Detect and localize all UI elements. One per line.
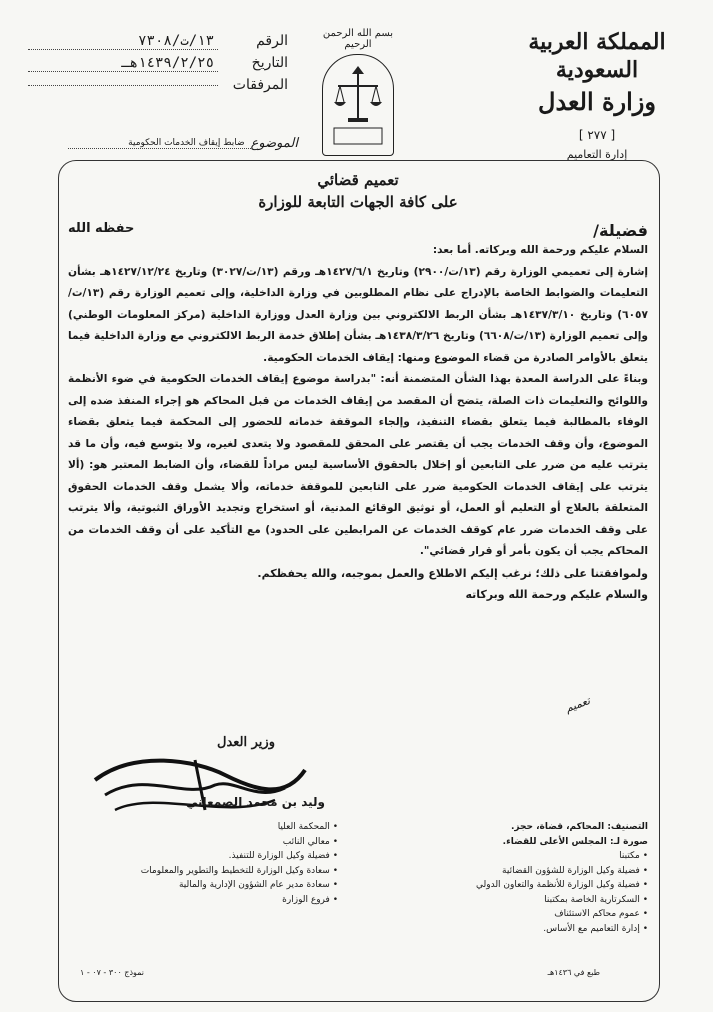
greeting: السلام عليكم ورحمة الله وبركاته. أما بعد:	[432, 244, 648, 256]
salutation-row	[68, 221, 648, 240]
signer-title: وزير العدل	[217, 735, 275, 750]
reference-number-row	[28, 30, 288, 52]
margin-note: تعميم	[563, 694, 592, 715]
scales-of-justice-icon	[322, 54, 394, 156]
body-paragraph-2: وبناءً على الدراسة المعدة بهذا الشأن المتضمنة أنه: "بدراسة موضوع إيقاف الخدمات الحكومية في ضوء الأنظمة واللوائح والتعليمات ذات الصلة، يتضح أن المقصد من إيقاف الخدمات من قبل المحاكم هو إجراء المنفذ ضده إلى الوفاء بالمطالبة فيما يتعلق بقضاء التنفيذ، وإلجاء الموقفة خدماته للحضور إلى المحكمة فيما يتعلق بقضاء الموضوع، وأن وقف الخدمات يجب أن يقتصر على المحقق للمقصود ولا يتعدى لغيره، ولا يتوسع فيه، وأن ما قد يترتب عليه من ضرر على التابعين أو إخلال بالحقوق الأساسية ليس مراداً للقضاء، وأن الضابط المعتبر هو: (ألا يترتب على إيقاف الخدمات الحكومية ضرر على التابعين للموقفة خدماته، وألا يشمل وقف الخدمات الحقوق المتعلقة بالعلاج أو التعليم أو العمل، أو توثيق الوقائع المدنية، أو استخراج وتجديد الأوراق الثبوتية، وألا يترتب على وقف الخدمات ضرر عام كوقف الخدمات عن المرابطين على الحدود) مع التأكيد على أن وقف الخدمات من المحاكم يجب أن يكون بأمر أو قرار قضائي".	[68, 373, 648, 557]
reference-block	[28, 30, 288, 96]
number-label: الرقم	[256, 33, 288, 49]
list-item: • فروع الوزارة	[68, 893, 338, 908]
copy-to: صورة لـ: المجلس الأعلى للقضاء.	[502, 836, 648, 847]
date-label: التاريخ	[251, 55, 288, 71]
distribution-list	[68, 820, 648, 936]
list-item: • فضيلة وكيل الوزارة للأنظمة والتعاون الدولي	[378, 878, 648, 893]
ministry-logo	[308, 28, 408, 156]
date-value: ١٤٣٩/٢/٢٥هـ	[28, 55, 218, 72]
letterhead	[8, 8, 705, 168]
addressee: فضيلة/	[593, 221, 648, 240]
ministry-title: وزارة العدل	[538, 87, 656, 116]
distribution-left	[68, 820, 338, 936]
reference-date-row	[28, 52, 288, 74]
list-item: • المحكمة العليا	[68, 820, 338, 835]
body-paragraph-3: ولموافقتنا على ذلك؛ نرغب إليكم الاطلاع والعمل بموجبه، والله يحفظكم.	[257, 566, 648, 580]
circular-number: [ ٢٧٧ ]	[578, 128, 616, 142]
distribution-right	[378, 820, 648, 936]
circular-audience: على كافة الجهات التابعة للوزارة	[258, 193, 458, 211]
reference-attachments-row	[28, 74, 288, 96]
attachments-value	[28, 85, 218, 86]
list-item: • مكتبنا	[378, 849, 648, 864]
list-item: • معالي النائب	[68, 835, 338, 850]
closing-greeting: والسلام عليكم ورحمة الله وبركاته	[465, 587, 648, 601]
subject-label: الموضوع	[250, 136, 298, 151]
circular-title: تعميم قضائي	[317, 171, 399, 189]
basmala: بسم الله الرحمن الرحيم	[322, 28, 394, 50]
department-name: إدارة التعاميم	[566, 148, 628, 161]
page-footer	[80, 968, 600, 977]
kingdom-title: المملكة العربية السعودية	[528, 29, 666, 83]
ministry-block	[507, 28, 687, 161]
attachments-label: المرفقات	[232, 77, 288, 93]
list-item: • سعادة وكيل الوزارة للتخطيط والتطوير والمعلومات	[68, 864, 338, 879]
list-item: • فضيلة وكيل الوزارة للتنفيذ.	[68, 849, 338, 864]
subject-row	[68, 136, 298, 151]
closing-block	[68, 563, 648, 605]
number-value: ١٣/ت/٧٣٠٨	[28, 33, 218, 50]
classification: التصنيف: المحاكم، قضاة، حجز.	[510, 822, 648, 832]
list-item: • إدارة التعاميم مع الأساس.	[378, 922, 648, 937]
print-note: طبع في ١٤٣٦هـ	[547, 968, 600, 977]
list-item: • فضيلة وكيل الوزارة للشؤون القضائية	[378, 864, 648, 879]
signer-name: وليد بن محمد الصمعاني	[185, 795, 325, 809]
subject-value: ضابط إيقاف الخدمات الحكومية	[68, 138, 251, 149]
body-paragraph-1: إشارة إلى تعميمي الوزارة رقم (١٣/ت/٢٩٠٠) وتاريخ ١٤٢٧/٦/١هـ ورقم (١٣/ت/٣٠٢٧) وتاريخ ١٤٢٧/١٢/٢٤هـ بشأن التعليمات والضوابط الخاصة بالإدراج على نظام المطلوبين في وزارة الداخلية، وإلى تعميم الوزارة رقم (١٣/ت/٦٠٥٧) وتاريخ ١٤٣٧/٣/١٠هـ بشأن الربط الالكتروني بين وزارة العدل ووزارة الداخلية (مركز المعلومات الوطني) وإلى تعميم الوزارة (١٣/ت/٦٦٠٨) وتاريخ ١٤٣٨/٣/٢٦هـ بشأن إطلاق خدمة الربط الالكتروني مع وزارة الداخلية فيما يتعلق بالأوامر الصادرة من قضاء الموضوع ومنها: إيقاف الخدمات الحكومية.	[68, 265, 648, 364]
form-number: نموذج ٣٠٠ - ٠٧ - ١	[80, 968, 145, 977]
letter-content	[68, 165, 648, 605]
letter-body	[68, 240, 648, 563]
list-item: • سعادة مدير عام الشؤون الإدارية والمالية	[68, 878, 338, 893]
list-item: • عموم محاكم الاستئناف	[378, 907, 648, 922]
blessing: حفظه الله	[68, 221, 135, 236]
list-item: • السكرتارية الخاصة بمكتبنا	[378, 893, 648, 908]
